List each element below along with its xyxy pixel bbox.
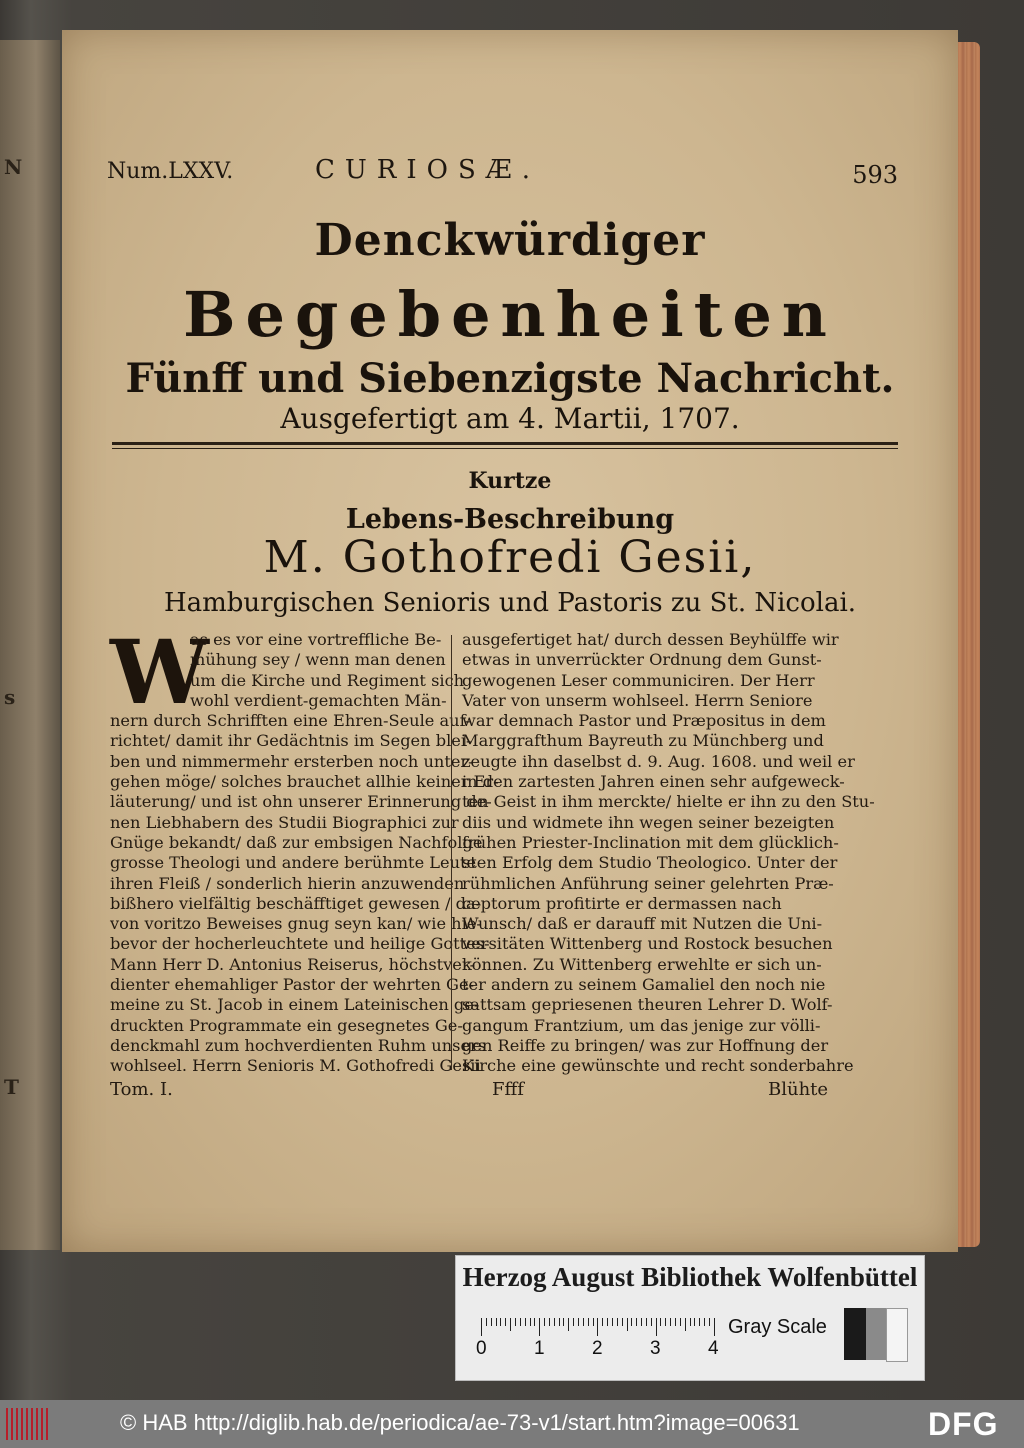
- text-line: war demnach Pastor und Præpositus in dem: [462, 711, 826, 731]
- ruler-tick: [486, 1318, 487, 1326]
- text-line: Kirche eine gewünschte und recht sonderbahre: [462, 1056, 854, 1076]
- ruler-tick: [622, 1318, 623, 1326]
- text-line: Mann Herr D. Antonius Reiserus, höchstver-: [110, 954, 476, 974]
- ruler-tick: [641, 1318, 642, 1326]
- gray-scale-label: Gray Scale: [728, 1316, 827, 1338]
- text-line: können. Zu Wittenberg erwehlte er sich un-: [462, 954, 822, 974]
- scale-number: 3: [650, 1338, 661, 1359]
- ruler-tick: [510, 1318, 511, 1331]
- gray-swatch: [886, 1308, 908, 1362]
- text-line: dienter ehemahliger Pastor der wehrten Ge-: [110, 975, 475, 995]
- ruler-tick: [578, 1318, 579, 1326]
- ruler-tick: [699, 1318, 700, 1326]
- ruler-tick: [714, 1318, 715, 1336]
- text-line: ter andern zu seinem Gamaliel den noch nie: [462, 975, 826, 995]
- text-line: diis und widmete ihn wegen seiner bezeigten: [462, 812, 835, 832]
- ruler-tick: [496, 1318, 497, 1326]
- text-line: bevor der hocherleuchtete und heilige Gottes-: [110, 934, 490, 954]
- ruler-tick: [612, 1318, 613, 1326]
- text-line: von voritzo Beweises gnug seyn kan/ wie hie-: [110, 914, 482, 934]
- color-calibration-card: [455, 1255, 925, 1381]
- text-line: Gnüge bekandt/ daß zur embsigen Nachfolge: [110, 832, 483, 852]
- ruler-tick: [631, 1318, 632, 1326]
- ruler-tick: [515, 1318, 516, 1326]
- text-line: ben und nimmermehr ersterben noch unter-: [110, 751, 474, 771]
- left-page-fragment: s: [4, 685, 16, 709]
- ruler-tick: [675, 1318, 676, 1326]
- ruler-tick: [559, 1318, 560, 1326]
- ruler-tick: [534, 1318, 535, 1326]
- text-line: as es vor eine vortreffliche Be-: [190, 630, 442, 649]
- left-column-text: [110, 620, 499, 1077]
- text-line: ausgefertiget hat/ durch dessen Beyhülffe wir: [462, 630, 839, 649]
- scale-number: 0: [476, 1338, 487, 1359]
- ruler-tick: [660, 1318, 661, 1326]
- ruler-tick: [646, 1318, 647, 1326]
- ruler-tick: [588, 1318, 589, 1326]
- left-page-fragment: N: [4, 155, 23, 179]
- text-line: denckmahl zum hochverdienten Ruhm unsers: [110, 1035, 487, 1055]
- barcode-logo: [6, 1408, 50, 1440]
- issue-number: Num.LXXV.: [107, 159, 234, 184]
- ruler-tick: [709, 1318, 710, 1326]
- ruler-tick: [704, 1318, 705, 1326]
- text-line: um die Kirche und Regiment sich: [190, 670, 465, 690]
- text-line: sattsam gepriesenen theuren Lehrer D. Wolf-: [462, 995, 833, 1015]
- previous-page-edge: [0, 40, 60, 1250]
- text-line: sten Erfolg dem Studio Theologico. Unter der: [462, 853, 838, 873]
- institution-label: Herzog August Bibliothek Wolfenbüttel: [462, 1262, 918, 1292]
- text-line: frühen Priester-Inclination mit dem glücklich-: [462, 832, 839, 852]
- text-line: etwas in unverrückter Ordnung dem Gunst-: [462, 650, 822, 670]
- ruler-tick: [665, 1318, 666, 1326]
- text-line: wohlseel. Herrn Senioris M. Gothofredi Gesii: [110, 1056, 481, 1076]
- text-line: ihren Fleiß / sonderlich hierin anzuwenden: [110, 873, 465, 893]
- scanned-page: [62, 30, 958, 1252]
- signature-mark: Ffff: [492, 1079, 524, 1100]
- ruler-tick: [573, 1318, 574, 1326]
- section-heading-name: M. Gothofredi Gesii,: [263, 532, 757, 583]
- ruler-tick: [568, 1318, 569, 1331]
- text-line: wohl verdient-gemachten Män-: [190, 690, 447, 710]
- ruler-tick: [505, 1318, 506, 1326]
- ruler-tick: [636, 1318, 637, 1326]
- scale-number: 2: [592, 1338, 603, 1359]
- text-line: nern durch Schrifften eine Ehren-Seule auf-: [110, 711, 471, 731]
- text-line: richtet/ damit ihr Gedächtnis im Segen blei-: [110, 731, 472, 751]
- text-line: druckten Programmate ein gesegnetes Ge-: [110, 1015, 463, 1035]
- text-line: gen Reiffe zu bringen/ was zur Hoffnung der: [462, 1035, 829, 1055]
- text-line: Vater von unserm wohlseel. Herrn Seniore: [462, 690, 813, 710]
- ruler-tick: [593, 1318, 594, 1326]
- page-number: 593: [852, 161, 898, 189]
- section-heading-1: Kurtze: [468, 468, 552, 494]
- ruler-tick: [694, 1318, 695, 1326]
- ruler-tick: [685, 1318, 686, 1331]
- text-line: bißhero vielfältig beschäfftiget gewesen / da-: [110, 893, 482, 913]
- ruler-tick: [554, 1318, 555, 1326]
- ruler-tick: [670, 1318, 671, 1326]
- text-line: meine zu St. Jacob in einem Lateinischen ge-: [110, 995, 480, 1015]
- text-line: gewogenen Leser communiciren. Der Herr: [462, 670, 815, 690]
- ruler-tick: [530, 1318, 531, 1326]
- ruler-tick: [520, 1318, 521, 1326]
- section-heading-2: Lebens-Beschreibung: [345, 504, 675, 535]
- viewer-footer-bar: [0, 1400, 1024, 1448]
- ruler-tick: [656, 1318, 657, 1336]
- ruler-tick: [544, 1318, 545, 1326]
- text-line: zeugte ihn daselbst d. 9. Aug. 1608. und weil er: [462, 751, 855, 771]
- ruler-tick: [525, 1318, 526, 1326]
- text-line: gehen möge/ solches brauchet allhie keiner Er-: [110, 772, 499, 792]
- ruler-tick: [481, 1318, 482, 1336]
- title-line-3: Fünff und Siebenzigste Nachricht.: [125, 355, 895, 402]
- title-rule: [112, 442, 898, 445]
- catchword: Blühte: [768, 1079, 829, 1100]
- ruler-tick: [539, 1318, 540, 1336]
- text-line: ten Geist in ihm merckte/ hielte er ihn zu den Stu-: [462, 792, 875, 812]
- ruler-tick: [617, 1318, 618, 1326]
- text-line: rühmlichen Anführung seiner gelehrten Præ-: [462, 873, 834, 893]
- copyright-link[interactable]: © HAB http://diglib.hab.de/periodica/ae-73-v1/start.htm?image=00631: [120, 1410, 800, 1435]
- ruler-tick: [549, 1318, 550, 1326]
- left-page-fragment: T: [4, 1075, 19, 1099]
- ruler-tick: [607, 1318, 608, 1326]
- running-header: [107, 155, 898, 195]
- text-line: grosse Theologi und andere berühmte Leute: [110, 853, 477, 873]
- gray-swatch: [844, 1308, 866, 1360]
- ruler-tick: [563, 1318, 564, 1326]
- ruler-tick: [690, 1318, 691, 1326]
- text-line: gangum Frantzium, um das jenige zur völli-: [462, 1015, 821, 1035]
- ruler-tick: [651, 1318, 652, 1326]
- drop-cap: W: [110, 620, 209, 724]
- issue-date: Ausgefertigt am 4. Martii, 1707.: [280, 402, 740, 435]
- text-line: mühung sey / wenn man denen: [190, 650, 446, 670]
- ruler-tick: [491, 1318, 492, 1326]
- dfg-logo: DFG: [928, 1406, 999, 1442]
- ruler-tick: [583, 1318, 584, 1326]
- text-line: Marggrafthum Bayreuth zu Münchberg und: [462, 731, 824, 751]
- text-line: in den zartesten Jahren einen sehr aufgeweck-: [462, 772, 845, 792]
- ruler-tick: [597, 1318, 598, 1336]
- text-line: läuterung/ und ist ohn unserer Erinnerung de-: [110, 792, 492, 812]
- scale-ruler: [481, 1318, 721, 1336]
- ruler-tick: [627, 1318, 628, 1331]
- title-line-1: Denckwürdiger: [314, 215, 706, 266]
- ruler-tick: [500, 1318, 501, 1326]
- text-line: Wunsch/ daß er darauff mit Nutzen die Uni-: [462, 914, 823, 934]
- gray-swatch: [866, 1308, 886, 1360]
- column-divider: [451, 635, 452, 1070]
- title-rule-thin: [112, 448, 898, 449]
- text-line: versitäten Wittenberg und Rostock besuchen: [462, 934, 833, 954]
- title-line-2: Begebenheiten: [183, 278, 837, 351]
- right-column-text: [462, 630, 875, 1077]
- ruler-tick: [602, 1318, 603, 1326]
- ruler-tick: [680, 1318, 681, 1326]
- series-title: CURIOSÆ.: [315, 155, 541, 185]
- volume-mark: Tom. I.: [110, 1079, 173, 1100]
- text-line: nen Liebhabern des Studii Biographici zur: [110, 812, 459, 832]
- section-heading-4: Hamburgischen Senioris und Pastoris zu St. Nicolai.: [163, 588, 857, 618]
- text-line: ceptorum profitirte er dermassen nach: [462, 893, 782, 913]
- scale-number: 1: [534, 1338, 545, 1359]
- scale-number: 4: [708, 1338, 719, 1359]
